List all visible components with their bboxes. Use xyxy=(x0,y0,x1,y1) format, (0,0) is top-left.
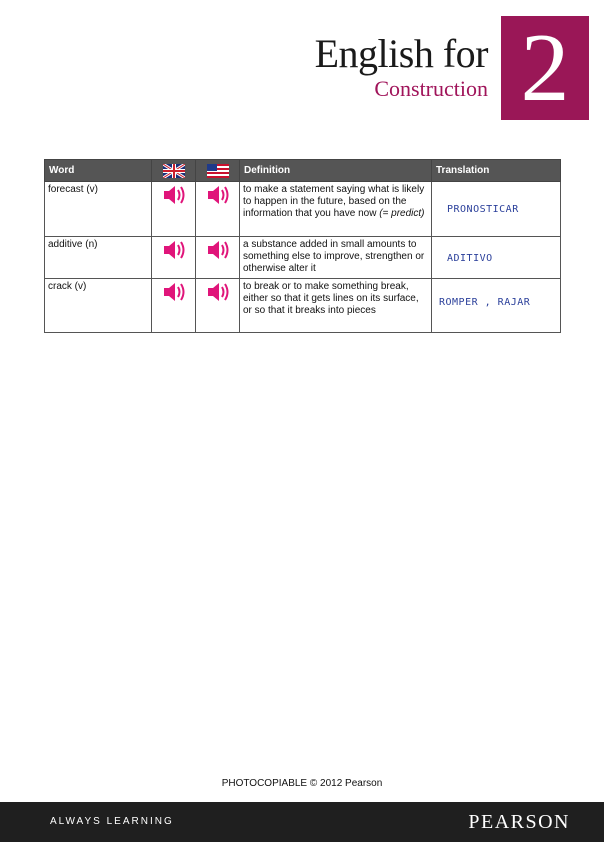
title-line-2: Construction xyxy=(374,76,488,101)
uk-audio-cell xyxy=(152,182,196,237)
definition-text: to make a statement saying what is likely to happen in the future, based on the information that you have now xyxy=(243,184,425,219)
definition-text: a substance added in small amounts to something else to improve, strengthen or otherwise alter it xyxy=(243,239,425,274)
vocabulary-table xyxy=(44,159,561,333)
column-header-uk-audio xyxy=(152,160,196,182)
table-row xyxy=(45,279,561,333)
word-cell: crack (v) xyxy=(45,279,152,333)
us-audio-cell xyxy=(196,279,240,333)
word-cell: additive (n) xyxy=(45,237,152,279)
translation-cell xyxy=(432,237,561,279)
footer-bar xyxy=(0,802,604,842)
definition-cell xyxy=(240,182,432,237)
unit-number-badge: 2 xyxy=(501,16,589,120)
book-title xyxy=(314,31,488,101)
speaker-icon[interactable] xyxy=(206,281,230,303)
column-header-definition: Definition xyxy=(240,160,432,182)
footer-tagline: ALWAYS LEARNING xyxy=(50,816,174,827)
table-row xyxy=(45,237,561,279)
table-row xyxy=(45,182,561,237)
pearson-logo: PEARSON xyxy=(468,811,570,833)
speaker-icon[interactable] xyxy=(162,281,186,303)
uk-audio-cell xyxy=(152,279,196,333)
speaker-icon[interactable] xyxy=(162,239,186,261)
title-line-1: English for xyxy=(314,31,488,76)
speaker-icon[interactable] xyxy=(206,184,230,206)
uk-flag-icon xyxy=(163,164,185,178)
us-audio-cell xyxy=(196,182,240,237)
speaker-icon[interactable] xyxy=(162,184,186,206)
copyright-notice: PHOTOCOPIABLE © 2012 Pearson xyxy=(221,778,383,789)
definition-cell xyxy=(240,237,432,279)
translation-cell xyxy=(432,279,561,333)
speaker-icon[interactable] xyxy=(206,239,230,261)
us-flag-icon xyxy=(207,164,229,178)
word-cell: forecast (v) xyxy=(45,182,152,237)
translation-cell xyxy=(432,182,561,237)
column-header-translation: Translation xyxy=(432,160,561,182)
definition-cell xyxy=(240,279,432,333)
translation-text: ADITIVO xyxy=(447,253,493,264)
uk-audio-cell xyxy=(152,237,196,279)
definition-note: (= predict) xyxy=(379,208,425,219)
column-header-us-audio xyxy=(196,160,240,182)
definition-text: to break or to make something break, either so that it gets lines on its surface, or so that it breaks into pieces xyxy=(243,281,419,316)
us-audio-cell xyxy=(196,237,240,279)
table-header-row xyxy=(45,160,561,182)
translation-text: ROMPER , RAJAR xyxy=(439,297,531,308)
column-header-word: Word xyxy=(45,160,152,182)
translation-text: PRONOSTICAR xyxy=(447,204,519,215)
